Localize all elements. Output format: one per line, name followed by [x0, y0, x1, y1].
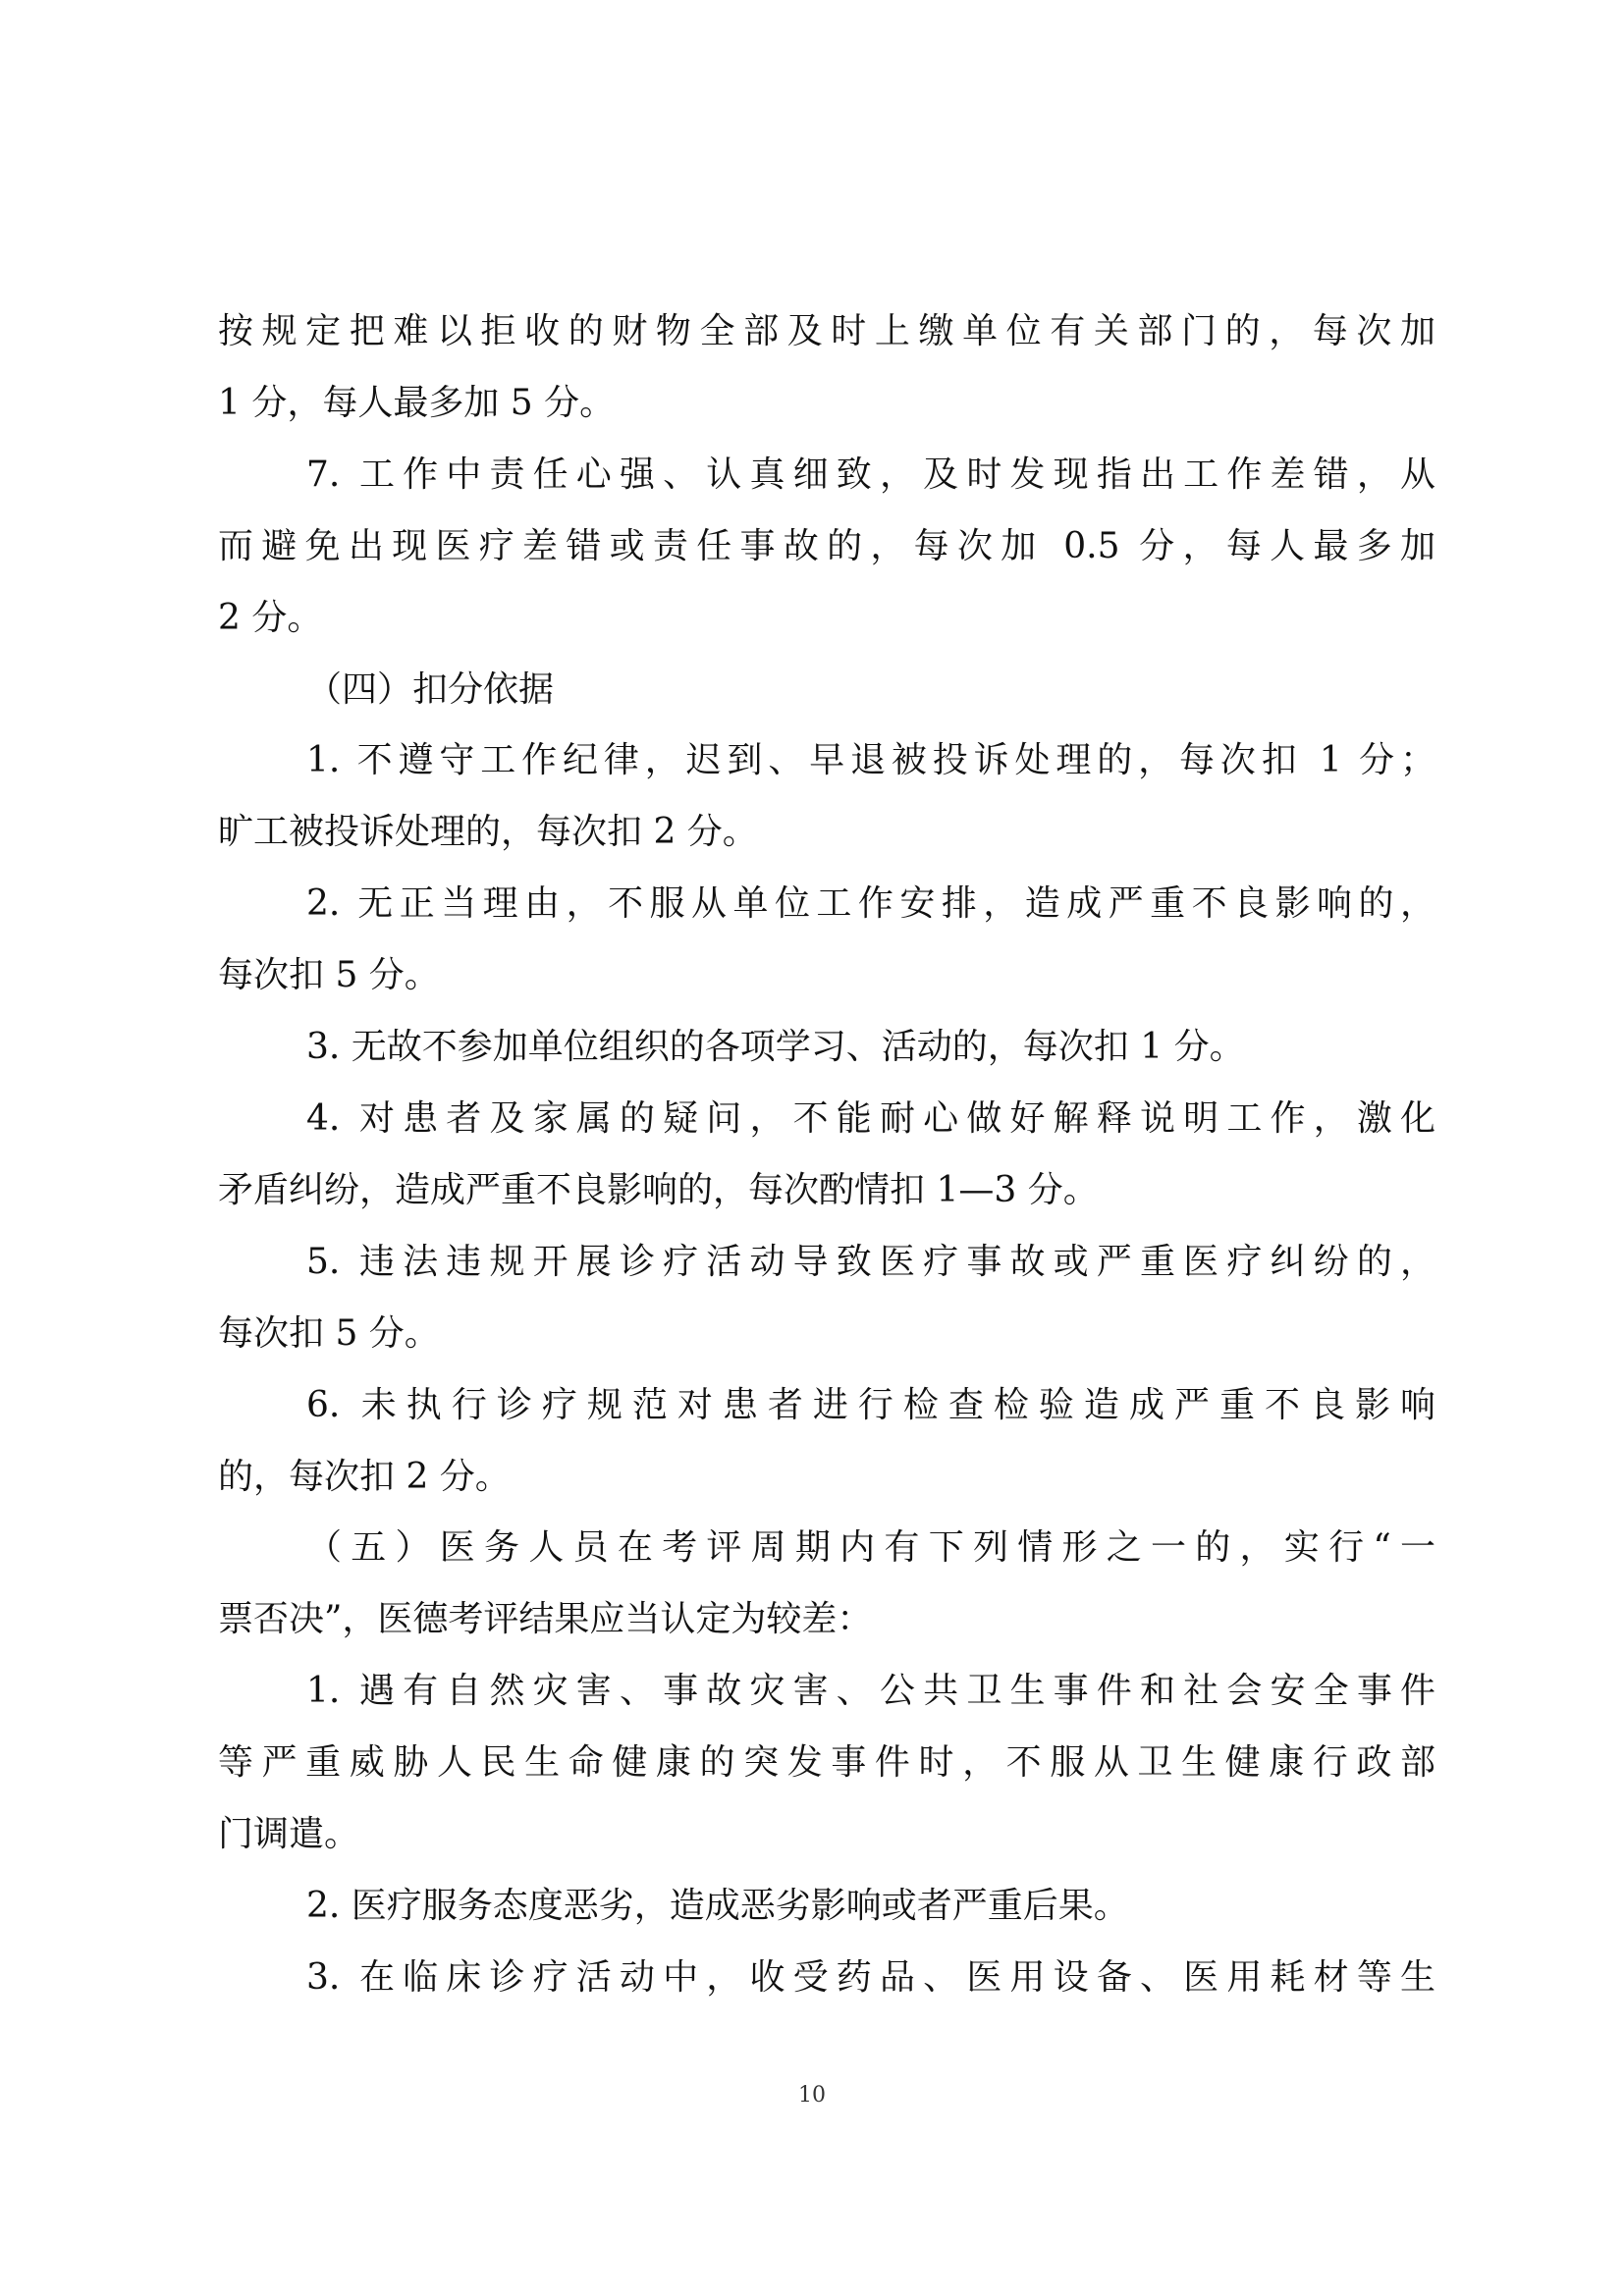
text-line: 1 分，每人最多加 5 分。: [218, 382, 616, 423]
text-line: 2 分。: [218, 597, 323, 638]
page-number: 10: [798, 2083, 826, 2108]
text-line: 门调遣。: [218, 1814, 360, 1855]
text-line: 而避免出现医疗差错或责任事故的，每次加 0.5 分，每人最多加: [218, 525, 1435, 566]
text-line: 7. 工作中责任心强、认真细致，及时发现指出工作差错，从: [306, 454, 1435, 495]
text-line: 1. 遇有自然灾害、事故灾害、公共卫生事件和社会安全事件: [306, 1671, 1435, 1712]
text-line: 按规定把难以拒收的财物全部及时上缴单位有关部门的，每次加: [218, 311, 1435, 351]
text-line: 6. 未执行诊疗规范对患者进行检查检验造成严重不良影响: [306, 1384, 1435, 1425]
text-line: 每次扣 5 分。: [218, 1312, 440, 1354]
text-line: （四）扣分依据: [306, 668, 555, 710]
text-line: 4. 对患者及家属的疑问，不能耐心做好解释说明工作，激化: [306, 1097, 1435, 1139]
text-line: 等严重威胁人民生命健康的突发事件时，不服从卫生健康行政部: [218, 1742, 1435, 1784]
text-line: 1. 不遵守工作纪律，迟到、早退被投诉处理的，每次扣 1 分；: [306, 740, 1435, 781]
text-line: 3. 在临床诊疗活动中，收受药品、医用设备、医用耗材等生: [306, 1956, 1435, 1998]
text-line: 5. 违法违规开展诊疗活动导致医疗事故或严重医疗纠纷的，: [306, 1241, 1435, 1282]
text-line: （五）医务人员在考评周期内有下列情形之一的，实行“一: [306, 1527, 1435, 1569]
text-line: 2. 医疗服务态度恶劣，造成恶劣影响或者严重后果。: [306, 1885, 1129, 1926]
text-line: 矛盾纠纷，造成严重不良影响的，每次酌情扣 1—3 分。: [218, 1169, 1099, 1210]
text-line: 每次扣 5 分。: [218, 955, 440, 996]
text-line: 票否决”，医德考评结果应当认定为较差：: [218, 1599, 873, 1640]
text-line: 2. 无正当理由，不服从单位工作安排，造成严重不良影响的，: [306, 883, 1435, 925]
text-line: 3. 无故不参加单位组织的各项学习、活动的，每次扣 1 分。: [306, 1027, 1245, 1068]
text-line: 旷工被投诉处理的，每次扣 2 分。: [218, 812, 758, 853]
text-line: 的，每次扣 2 分。: [218, 1456, 511, 1497]
document-body: [218, 296, 1435, 2014]
